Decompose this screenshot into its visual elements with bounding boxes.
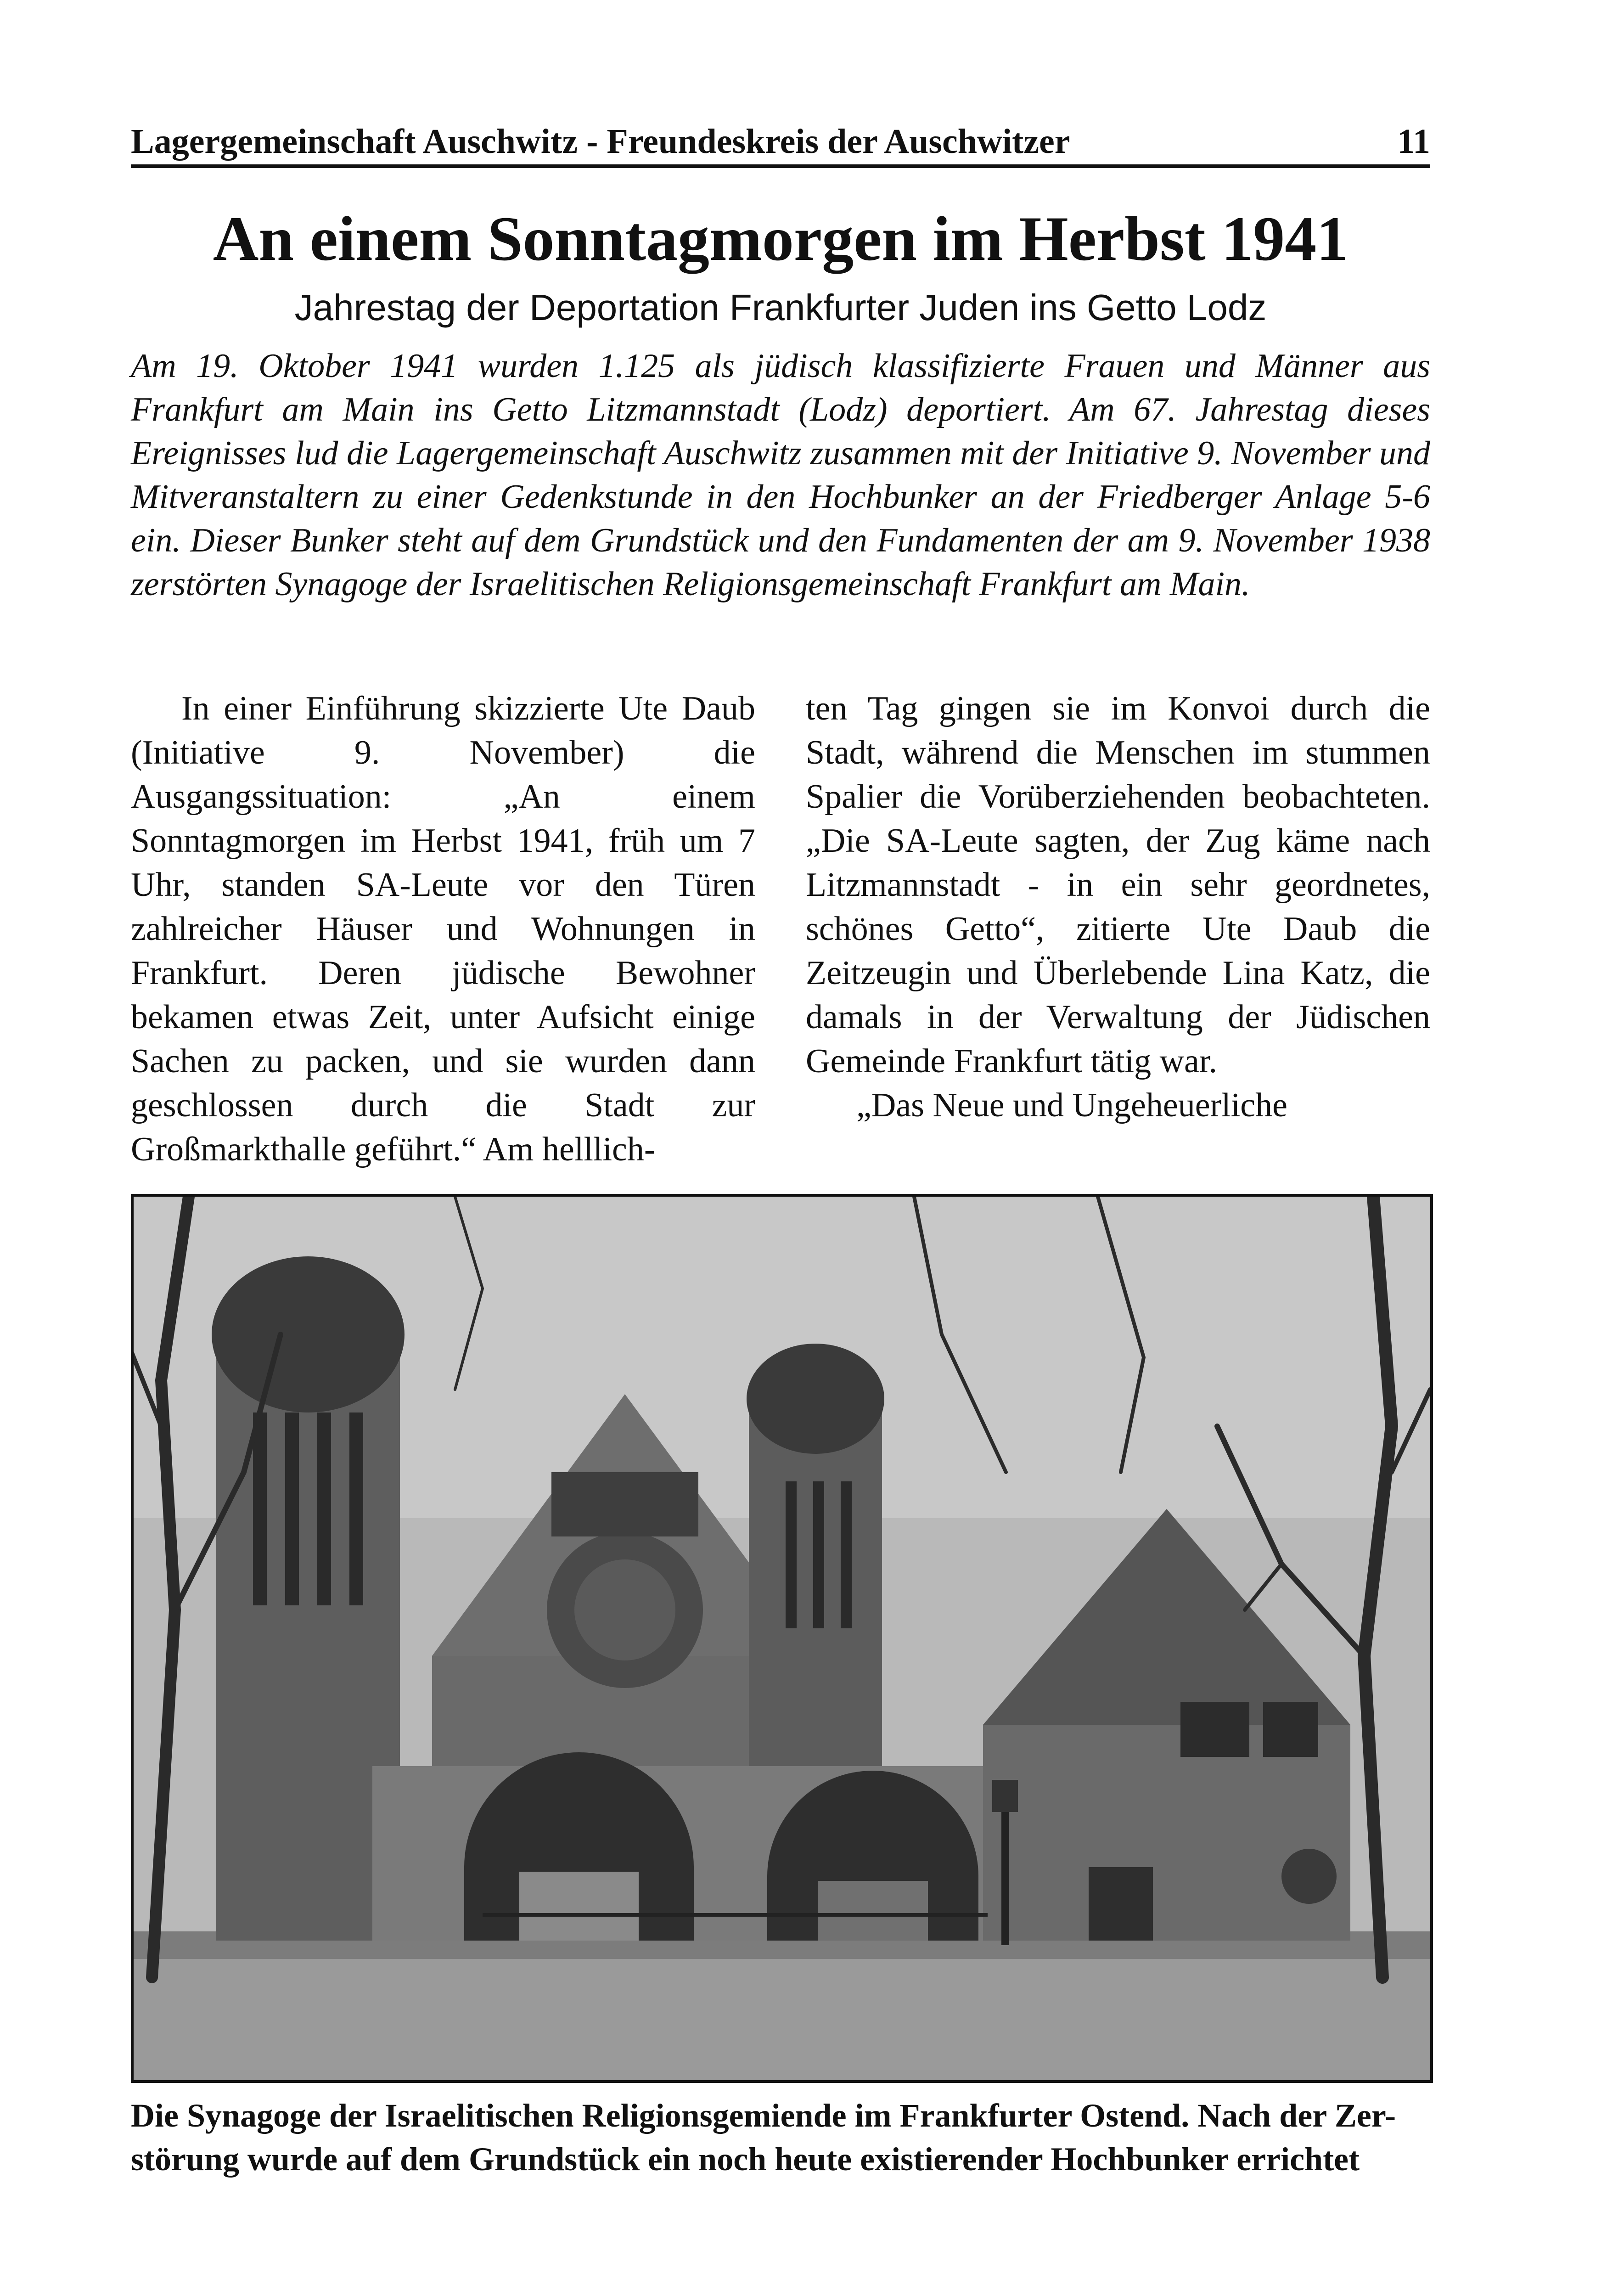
article-lead (131, 344, 1430, 606)
body-paragraph: ten Tag gingen sie im Konvoi durch die Stadt, während die Menschen im stummen Spalier die Vorüberziehenden beobachteten. „Die SA-Leute sagten, der Zug käme nach Litzmannstadt - in ein sehr geordnetes, schönes Getto“, zitierte Ute Daub die Zeitzeugin und Überlebende Lina Katz, die damals in der Verwaltung der Jüdischen Gemeinde Frankfurt tätig war. (806, 690, 1430, 1080)
article-title: An einem Sonntagmorgen im Herbst 1941 (213, 203, 1349, 274)
page-number: 11 (1397, 122, 1430, 161)
caption-line: störung wurde auf dem Grundstück ein noch heute existierender Hochbunker errichtet (131, 2141, 1360, 2178)
column-right (806, 687, 1430, 1127)
body-paragraph: „Das Neue und Ungeheuerliche (856, 1086, 1287, 1124)
synagogue-illustration (134, 1197, 1430, 2080)
caption-line: Die Synagoge der Israelitischen Religionsgemiende im Frankfurter Ostend. Nach der Zer- (131, 2097, 1396, 2134)
body-paragraph: In einer Einführung skizzierte Ute Daub (Initiative 9. November) die Ausgangssituation: „An einem Sonntagmorgen im Herbst 1941, früh um 7 Uhr, standen SA-Leute vor den Türen zahlreicher Häuser und Wohnungen in Frankfurt. Deren jüdische Bewohner bekamen etwas Zeit, unter Aufsicht einige Sachen zu packen, und sie wurden dann geschlossen durch die Stadt zur Großmarkthalle geführt.“ Am helllich- (131, 690, 755, 1168)
running-header (131, 118, 1430, 168)
photo-caption (131, 2094, 1430, 2181)
article-subtitle: Jahrestag der Deportation Frankfurter Juden ins Getto Lodz (294, 287, 1267, 328)
synagogue-photo (131, 1194, 1433, 2083)
column-left (131, 687, 755, 1171)
running-title: Lagergemeinschaft Auschwitz - Freundeskreis der Auschwitzer (131, 122, 1070, 161)
lead-paragraph: Am 19. Oktober 1941 wurden 1.125 als jüdisch klassifizierte Frauen und Männer aus Frankfurt am Main ins Getto Litzmannstadt (Lodz) deportiert. Am 67. Jahrestag dieses Ereignisses lud die Lagergemeinschaft Auschwitz zusammen mit der Initiative 9. November und Mitveranstaltern zu einer Gedenkstunde in den Hochbunker an der Friedberger Anlage 5-6 ein. Dieser Bunker steht auf dem Grundstück und den Fundamenten der am 9. November 1938 zerstörten Synagoge der Israelitischen Religionsgemeinschaft Frankfurt am Main. (131, 347, 1430, 603)
